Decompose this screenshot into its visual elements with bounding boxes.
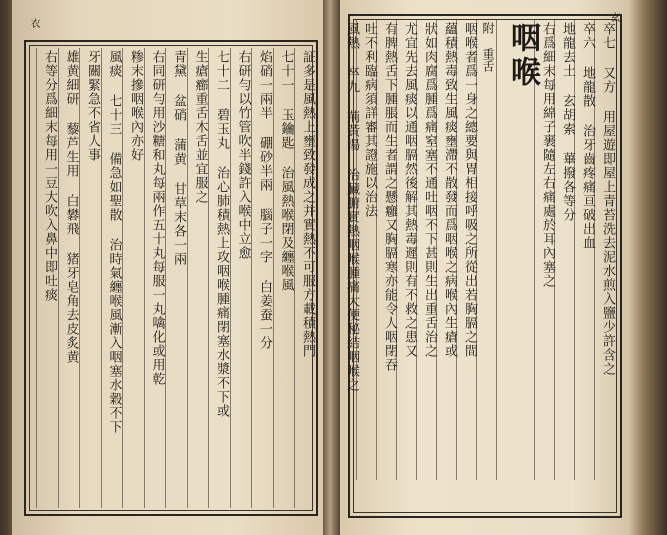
right-column-8: 蘊積熱毒致生風痰壅滯不散發而爲咽喉之病喉內生瘡或 <box>442 22 457 358</box>
left-column-11: 牙關緊急不省人事 <box>85 50 100 162</box>
left-column-2: 七十一 玉鑰匙 治風熱喉閉及纏喉風 <box>278 50 294 292</box>
left-column-12: 雄黄細研 藜芦生用 白礬飛 猪牙皂角去皮炙黄 <box>63 50 79 364</box>
right-column-13: 風熱 卒九 荊黃湯 治臟腑實熱咽喉腫痛大便秘結咽喉之 <box>344 22 359 392</box>
right-column-5: 咽喉 <box>505 22 540 90</box>
right-column-12: 吐不利臨病須詳審其證施以治法 <box>362 22 377 218</box>
left-column-1: 証多是風熱上壅致發成之并實熱不可服方載積熱門 <box>300 50 315 358</box>
right-header-fragment: 玄 <box>608 12 619 22</box>
left-column-13: 右等分爲細末每用一豆大吹入鼻中即吐痰 <box>42 50 57 302</box>
right-book-edge <box>630 0 667 535</box>
right-column-1: 卒七 又方 用屋遊即屋上青苔洗去泥水煎入鹽少許含之 <box>600 22 615 376</box>
right-page <box>340 0 632 535</box>
left-column-rule <box>36 48 37 508</box>
left-column-6: 生瘡癤重舌木舌並宜服之 <box>192 50 208 204</box>
left-column-8: 右同研勻用沙糖和丸每兩作五十丸每服一丸噙化或用乾 <box>149 50 165 386</box>
right-column-11: 有脾熱舌下腫脹而生者謂之懸癰又胸膈寒亦能令人咽閉吞 <box>382 22 397 372</box>
right-column-2: 卒六 地龍散 治牙齒疼痛亘破出血 <box>580 22 595 250</box>
left-column-5: 七十二 碧玉丸 治心肺積熱上攻咽喉腫痛閉塞水漿不下或 <box>214 50 229 418</box>
right-column-10: 尤宜先去風痰以通咽膈然後解其熱毒遲則有不救之患又 <box>402 22 417 358</box>
book-gutter <box>323 0 341 535</box>
right-column-6: 附 重舌 <box>481 22 495 72</box>
left-column-4: 右研勻以竹管吹半錢許入喉中立愈 <box>235 50 251 260</box>
left-page <box>12 0 330 535</box>
right-column-rule <box>496 20 497 480</box>
left-column-10: 風痰 七十三 備急如聖散 治時氣纏喉風漸入咽塞水穀不下 <box>106 50 122 434</box>
left-column-7: 青黛 盆硝 蒲黄 甘草末各一兩 <box>171 50 186 266</box>
left-header-fragment: 衣 <box>28 18 39 28</box>
left-column-3: 焰硝一兩半 硼砂半兩 腦子一字 白姜蚕一分 <box>257 50 272 350</box>
left-column-9: 糁末摻咽喉內亦好 <box>128 50 143 162</box>
right-column-4: 右爲細末每用綿子裹隨左右痛處於耳內塞之 <box>540 22 555 288</box>
right-column-7: 咽喉者爲一身之總要與胃相接呼吸之所從出若胸膈之間 <box>462 22 477 358</box>
right-column-9: 狀如肉腐爲腫爲痛窒塞不通吐咽不下甚則生出重舌治之 <box>422 22 437 358</box>
right-column-3: 地龍去土 玄胡索 蓽撥各等分 <box>560 22 575 222</box>
